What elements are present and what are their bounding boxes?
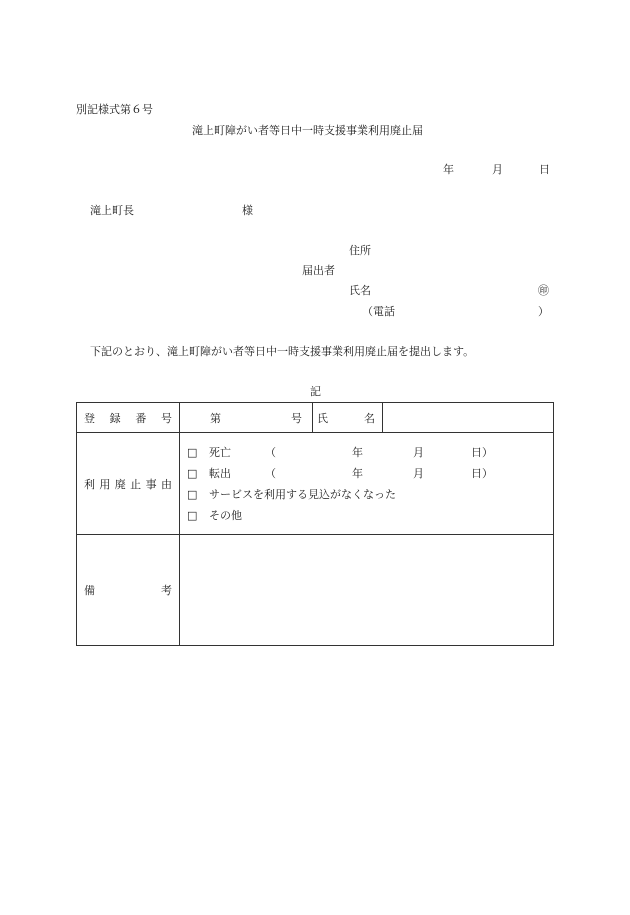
name-label-cell: [313, 403, 383, 433]
registration-number-label-cell: [77, 403, 180, 433]
applicant-role: 届出者: [302, 264, 335, 277]
reason-month: 月: [413, 446, 424, 459]
paren-open: （: [265, 467, 276, 480]
reason-char: 由: [160, 477, 172, 491]
remarks-row: [77, 535, 554, 646]
form-number: 別記様式第６号: [76, 103, 153, 116]
reg-char: 号: [160, 411, 172, 425]
remarks-char: 備: [84, 584, 95, 597]
checkbox-icon[interactable]: □: [187, 446, 198, 459]
gou-label: 号: [291, 411, 302, 425]
seal-mark: ㊞: [538, 284, 549, 297]
reason-year: 年: [352, 446, 363, 459]
reason-char: 廃: [114, 477, 126, 491]
name-label: 氏名: [349, 284, 371, 297]
checkbox-icon[interactable]: □: [187, 488, 198, 501]
registration-number-field[interactable]: [180, 403, 313, 433]
date-year: 年: [443, 163, 454, 176]
reason-options-cell: [180, 433, 554, 535]
phone-label: （電話: [362, 305, 395, 318]
statement-text: 下記のとおり、滝上町障がい者等日中一時支援事業利用廃止届を提出します。: [90, 345, 475, 358]
phone-close: ）: [538, 305, 549, 318]
reason-day: 日）: [471, 446, 493, 459]
name-char: 名: [364, 411, 375, 425]
reg-char: 番: [135, 411, 147, 425]
date-month: 月: [492, 163, 503, 176]
checkbox-icon[interactable]: □: [187, 467, 198, 480]
remarks-char: 考: [161, 584, 172, 597]
reason-char: 事: [145, 477, 157, 491]
date-day: 日: [539, 163, 550, 176]
reason-year: 年: [352, 467, 363, 480]
reason-label-cell: [77, 433, 180, 535]
reason-char: 止: [130, 477, 142, 491]
reason-month: 月: [413, 467, 424, 480]
dai-label: 第: [210, 411, 221, 425]
remarks-field[interactable]: [180, 535, 554, 646]
reason-day: 日）: [471, 467, 493, 480]
form-table: [76, 402, 554, 646]
reason-text: 転出: [209, 467, 231, 480]
reason-row: [77, 433, 554, 535]
address-label: 住所: [349, 244, 371, 257]
reason-char: 用: [99, 477, 111, 491]
ki-label: 記: [310, 385, 321, 398]
reason-text: その他: [209, 509, 242, 522]
checkbox-icon[interactable]: □: [187, 509, 198, 522]
paren-open: （: [265, 446, 276, 459]
registration-row: [77, 403, 554, 433]
reason-char: 利: [84, 477, 95, 491]
reg-char: 録: [109, 411, 121, 425]
reason-text: サービスを利用する見込がなくなった: [209, 488, 396, 501]
reg-char: 登: [84, 411, 95, 425]
addressee-name: 滝上町長: [90, 204, 134, 217]
addressee-honorific: 様: [242, 204, 253, 217]
reason-text: 死亡: [209, 446, 231, 459]
remarks-label-cell: [77, 535, 180, 646]
name-char: 氏: [317, 411, 328, 425]
document-title: 滝上町障がい者等日中一時支援事業利用廃止届: [192, 124, 423, 137]
name-field[interactable]: [383, 403, 554, 433]
